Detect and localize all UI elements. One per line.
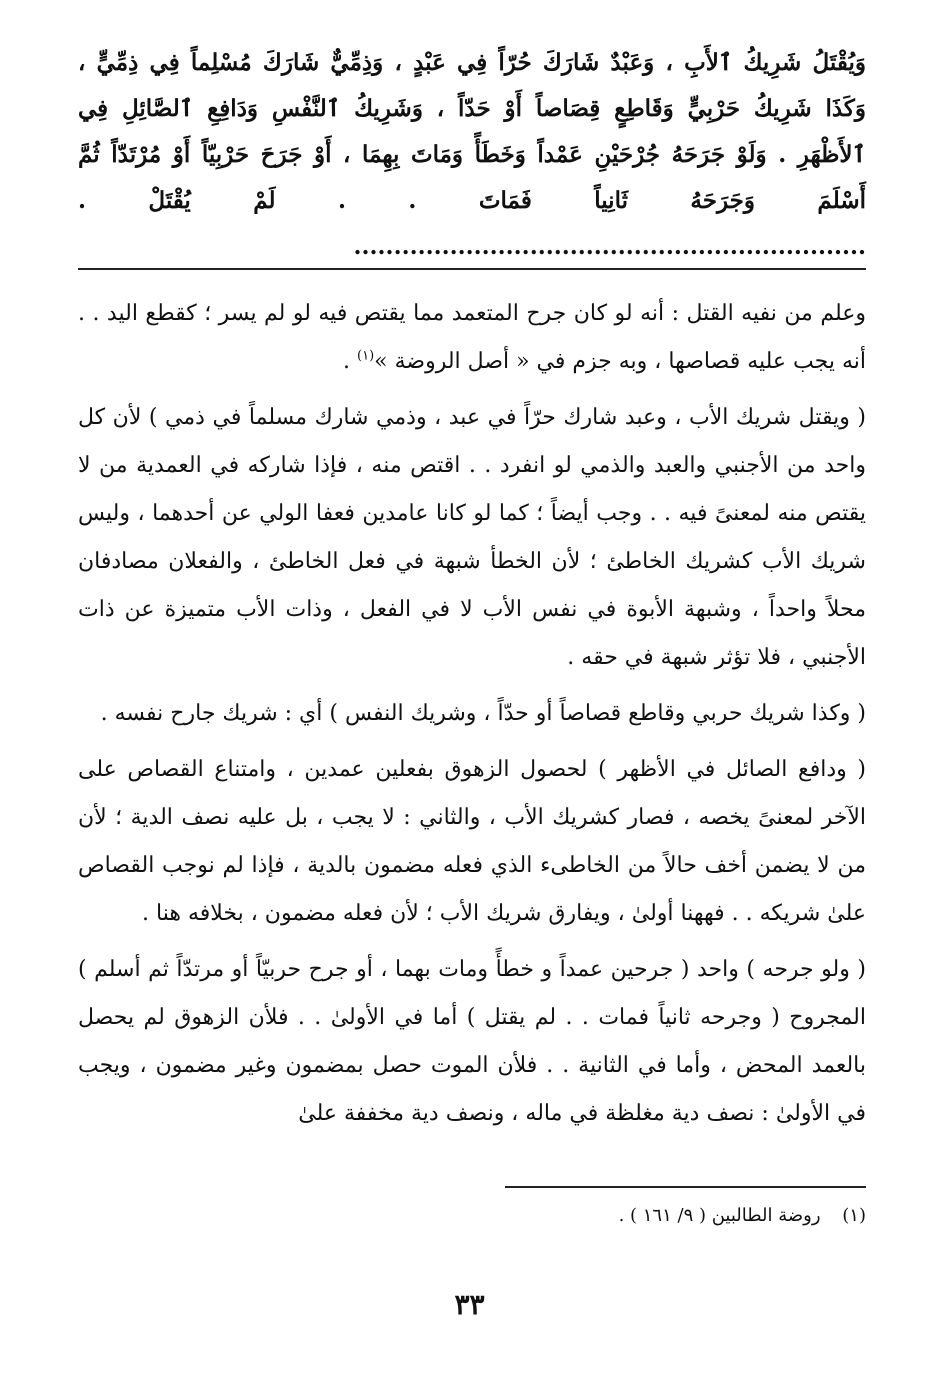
matn-text: وَيُقْتَلُ شَرِيكُ ٱلأَبِ ، وَعَبْدٌ شَارَكَ حُرّاً فِي عَبْدٍ ، وَذِمِّيٌّ شَارَكَ مُسْلِماً فِي ذِمِّيٍّ ، وَكَذَا شَرِيكُ حَرْبِيٍّ وَقَاطِعٍ قِصَاصاً أَوْ حَدّاً ، وَشَرِيكُ ٱلنَّفْسِ وَدَافِعِ ٱلصَّائِلِ فِي ٱلأَظْهَرِ . وَلَوْ جَرَحَهُ جُرْحَيْنِ عَمْداً وَخَطَأً وَمَاتَ بِهِمَا ، أَوْ جَرَحَ حَرْبِيّاً أَوْ مُرْتَدّاً ثُمَّ أَسْلَمَ وَجَرَحَهُ ثَانِياً فَمَاتَ . . لَمْ يُقْتَلْ . — [78, 49, 866, 214]
sharh-paragraph-1-text: وعلم من نفيه القتل : أنه لو كان جرح المتعمد مما يقتص فيه لو لم يسر ؛ كقطع اليد . . أنه يجب عليه قصاصها ، وبه جزم في « أصل الروضة » — [78, 301, 866, 374]
sharh-paragraph-3: ( وكذا شريك حربي وقاطع قصاصاً أو حدّاً ، وشريك النفس ) أي : شريك جارح نفسه . — [100, 701, 866, 726]
sharh-paragraph-1 — [78, 290, 866, 386]
sharh-commentary — [78, 290, 866, 1146]
footnote-text: روضة الطالبين ( ٩/ ١٦١ ) . — [618, 1205, 821, 1226]
sharh-paragraph-2: ( ويقتل شريك الأب ، وعبد شارك حرّاً في عبد ، وذمي شارك مسلماً في ذمي ) لأن كل واحد من الأجنبي والعبد والذمي لو انفرد . . اقتص منه ، فإذا شاركه في العمدية من لا يقتص منه لمعنىً فيه . . وجب أيضاً ؛ كما لو كانا عامدين فعفا الولي عن أحدهما ، وليس شريك الأب كشريك الخاطئ ؛ لأن الخطأ شبهة في فعل الخاطئ ، والفعلان مصادفان محلاً واحداً ، وشبهة الأبوة في نفس الأب لا في الفعل ، وذات الأب متميزة عن ذات الأجنبي ، فلا تؤثر شبهة في حقه . — [78, 405, 866, 670]
sharh-paragraph-5: ( ولو جرحه ) واحد ( جرحين عمداً و خطأً ومات بهما ، أو جرح حربيّاً أو مرتدّاً ثم أسلم ) المجروح ( وجرحه ثانياً فمات . . لم يقتل ) أما في الأولىٰ . . فلأن الزهوق لم يحصل بالعمد المحض ، وأما في الثانية . . فلأن الموت حصل بمضمون وغير مضمون ، ويجب في الأولىٰ : نصف دية مغلظة في ماله ، ونصف دية مخففة علىٰ — [78, 957, 866, 1126]
footnote-separator-line — [505, 1186, 866, 1188]
matn-dots: ................................................................ — [353, 233, 866, 260]
footnote — [78, 1200, 866, 1232]
footnote-number: (١) — [842, 1205, 866, 1226]
footnote-reference: (١) — [357, 348, 375, 364]
matn-separator-line — [78, 268, 866, 270]
sharh-paragraph-1-end: . — [343, 349, 358, 374]
sharh-paragraph-4: ( ودافع الصائل في الأظهر ) لحصول الزهوق بفعلين عمدين ، وامتناع القصاص على الآخر لمعنىً يخصه ، فصار كشريك الأب ، والثاني : لا يجب ، بل عليه نصف الدية ؛ لأن من لا يضمن أخف حالاً من الخاطىء الذي فعله مضمون بالدية ، فإذا لم نوجب القصاص علىٰ شريكه . . فههنا أولىٰ ، ويفارق شريك الأب ؛ لأن فعله مضمون ، بخلافه هنا . — [78, 757, 866, 926]
matn-text-block — [78, 40, 866, 270]
page-number: ٣٣ — [454, 1288, 485, 1321]
